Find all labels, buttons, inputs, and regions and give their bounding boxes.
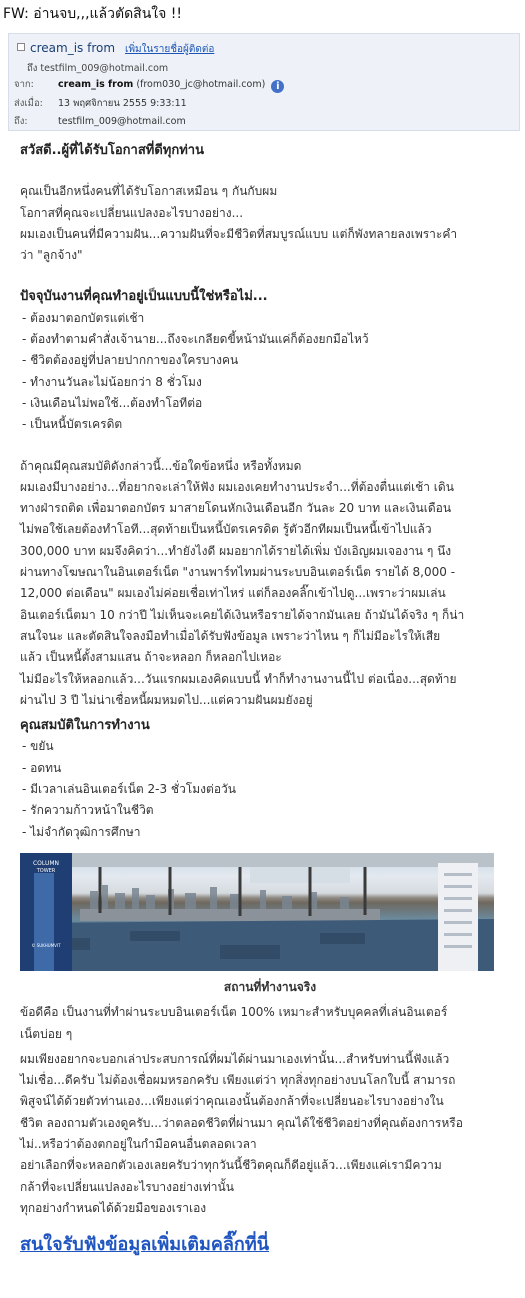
story-line: 12,000 ต่อเดือน" ผมเองไม่ค่อยเชื่อเท่าไหร่ แต่ก็ลองคลิ๊กเข้าไปดู...เพราะว่าผมเล่น <box>20 586 446 601</box>
recipient-summary: ถึง testfilm_009@hotmail.com <box>27 63 169 74</box>
from-row <box>14 77 284 93</box>
email-body <box>20 140 520 1255</box>
problem-item: - ชีวิตต้องอยู่ที่ปลายปากกาของใครบางคน <box>22 353 239 368</box>
story-line: ผ่านไป 3 ปี ไม่น่าเชื่อหนี้ผมหมดไป...แต่ความฝันผมยังอยู่ <box>20 692 313 707</box>
closing-line: ผมเพียงอยากจะบอกเล่าประสบการณ์ที่ผมได้ผ่านมาเองเท่านั้น...สำหรับท่านนี้ฟังแล้ว <box>20 1051 450 1066</box>
sender-row <box>17 41 214 57</box>
closing-line: ไม่เชื่อ...ดีครับ ไม่ต้องเชื่อผมหรอกครับ เพียงแต่ว่า ทุกสิ่งทุกอย่างบนโลกใบนี้ สามารถ <box>20 1073 456 1088</box>
email-header <box>8 33 520 131</box>
story-line: ทางฝ่ารถติด เพื่อมาตอกบัตร มาสายโดนหักเงินเดือนอีก วันละ 20 บาท และเงินเดือน <box>20 501 452 516</box>
problem-item: - ต้องมาตอกบัตรแต่เช้า <box>22 310 145 325</box>
story-line: สนใจนะ และตัดสินใจลงมือทำเมื่อได้รับฟังข้อมูล เพราะว่าไหน ๆ ก็ไม่มีอะไรให้เสีย <box>20 628 441 643</box>
story-line: ไม่มีอะไรให้หลอกแล้ว...วันแรกผมเองคิดแบบนี้ ทำก็ทำงานงานนี้ไป ต่อเนื่อง...สุดท้าย <box>20 671 457 686</box>
story-line: ผ่านทางโฆษณาในอินเตอร์เน็ต "งานพาร์ทไทมผ่านระบบอินเตอร์เน็ต รายได้ 8,000 - <box>20 565 456 580</box>
greeting: สวัสดี..ผู้ที่ได้รับโอกาสที่ดีทุกท่าน <box>20 143 204 158</box>
add-contact-link[interactable]: เพิ่มในรายชื่อผู้ติดต่อ <box>125 44 215 55</box>
story-line: ผมเองมีบางอย่าง...ที่อยากจะเล่าให้ฟัง ผมเองเคยทำงานประจำ...ที่ต้องตื่นแต่เช้า เดิน <box>20 479 454 494</box>
qualification-item: - อดทน <box>22 760 62 775</box>
closing-line: อย่าเลือกที่จะหลอกตัวเองเลยครับว่าทุกวันนี้ชีวิตคุณก็ดีอยู่แล้ว...เพียงแค่เรามีความ <box>20 1158 442 1173</box>
to-row <box>14 114 186 129</box>
problem-item: - ทำงานวันละไม่น้อยกว่า 8 ชั่วโมง <box>22 374 202 389</box>
from-email: (from030_jc@hotmail.com) <box>136 79 266 90</box>
story-line: แล้ว เป็นหนี้ตั้งสามแสน ถ้าจะหลอก ก็หลอกไปเหอะ <box>20 650 282 665</box>
photo-caption: สถานที่ทำงานจริง <box>223 979 317 994</box>
note-line: ข้อดีคือ เป็นงานที่ทำผ่านระบบอินเตอร์เน็ต 100% เหมาะสำหรับบุคคลที่เล่นอินเตอร์ <box>20 1005 448 1020</box>
qualification-heading: คุณสมบัติในการทำงาน <box>20 718 150 734</box>
intro-line: ผมเองเป็นคนที่มีความฝัน...ความฝันที่จะมีชีวิตที่สมบูรณ์แบบ แต่ก็พังทลายลงเพราะคำ <box>20 226 458 241</box>
intro-line: คุณเป็นอีกหนึ่งคนที่ได้รับโอกาสเหมือน ๆ กันกับผม <box>20 184 278 199</box>
to-email: testfilm_009@hotmail.com <box>58 116 186 127</box>
checkbox-icon[interactable] <box>17 43 25 51</box>
more-info-link[interactable]: สนใจรับฟังข้อมูลเพิ่มเติมคลิ๊กที่นี่ <box>20 1234 269 1256</box>
sender-name[interactable]: cream_is from <box>30 41 116 55</box>
qualification-item: - ไม่จำกัดวุฒิการศึกษา <box>22 824 141 839</box>
story-line: 300,000 บาท ผมจึงคิดว่า...ทำยังไงดี ผมอยากได้รายได้เพิ่ม บังเอิญผมเจองาน ๆ นึง <box>20 543 452 558</box>
from-label: จาก: <box>14 79 34 90</box>
tower-sub: TOWER <box>36 867 56 874</box>
problem-item: - เป็นหนี้บัตรเครดิต <box>22 417 123 432</box>
closing-line: ไม่..หรือว่าต้องตกอยู่ในกำมือคนอื่นตลอดเวลา <box>20 1136 257 1151</box>
panorama-drawing <box>20 853 494 971</box>
to-label: ถึง: <box>14 116 28 127</box>
problem-item: - เงินเดือนไม่พอใช้...ต้องทำโอทีต่อ <box>22 395 203 410</box>
sent-row <box>14 96 187 111</box>
story-line: ไม่พอใช้เลยต้องทำโอที...สุดท้ายเป็นหนี้บัตรเครดิต รู้ตัวอีกทีผมเป็นหนี้เข้าไปแล้ว <box>20 522 432 537</box>
brand-logo: © SUKHUMVIT <box>31 942 61 948</box>
qualification-item: - รักความก้าวหน้าในชีวิต <box>22 803 154 818</box>
story-line: ถ้าคุณมีคุณสมบัติดังกล่าวนี้...ข้อใดข้อหนึ่ง หรือทั้งหมด <box>20 458 302 473</box>
story-line: อินเตอร์เน็ตมา 10 กว่าปี ไม่เห็นจะเคยได้เงินหรือรายได้จากมันเลย ถ้ามันได้จริง ๆ ก็น่า <box>20 607 465 622</box>
from-name[interactable]: cream_is from <box>58 79 134 90</box>
closing-line: กล้าที่จะเปลี่ยนแปลงอะไรบางอย่างเท่านั้น <box>20 1179 234 1194</box>
qualification-item: - ขยัน <box>22 739 54 754</box>
tower-label: COLUMN <box>32 859 60 867</box>
sent-label: ส่งเมื่อ: <box>14 98 43 109</box>
closing-line: ทุกอย่างกำหนดได้ด้วยมือของเราเอง <box>20 1200 207 1215</box>
intro-line: ว่า "ลูกจ้าง" <box>20 248 83 263</box>
qualification-item: - มีเวลาเล่นอินเตอร์เน็ต 2-3 ชั่วโมงต่อวัน <box>22 782 236 797</box>
office-panorama-photo <box>20 853 494 971</box>
closing-line: พิสูจน์ได้ด้วยตัวท่านเอง...เพียงแต่ว่าคุณเองนั้นต้องกล้าที่จะเปลี่ยนอะไรบางอย่างใน <box>20 1094 444 1109</box>
note-line: เน็ตบ่อย ๆ <box>20 1026 73 1041</box>
problem-item: - ต้องทำตามคำสั่งเจ้านาย...ถึงจะเกลียดขี้หน้ามันแค่ก็ต้องยกมือไหว้ <box>22 332 369 347</box>
sent-date: 13 พฤศจิกายน 2555 9:33:11 <box>58 98 187 109</box>
closing-line: ชีวิต ลองถามตัวเองดูครับ...ว่าตลอดชีวิตที่ผ่านมา คุณได้ใช้ชีวิตอย่างที่คุณต้องการหรือ <box>20 1115 463 1130</box>
email-subject: FW: อ่านจบ,,,แล้วตัดสินใจ !! <box>3 6 182 22</box>
info-icon[interactable]: i <box>271 80 284 93</box>
question-heading: ปัจจุบันงานที่คุณทำอยู่เป็นแบบนี้ใช่หรือไม่... <box>20 289 268 305</box>
intro-line: โอกาสที่คุณจะเปลี่ยนแปลงอะไรบางอย่าง... <box>20 205 244 220</box>
